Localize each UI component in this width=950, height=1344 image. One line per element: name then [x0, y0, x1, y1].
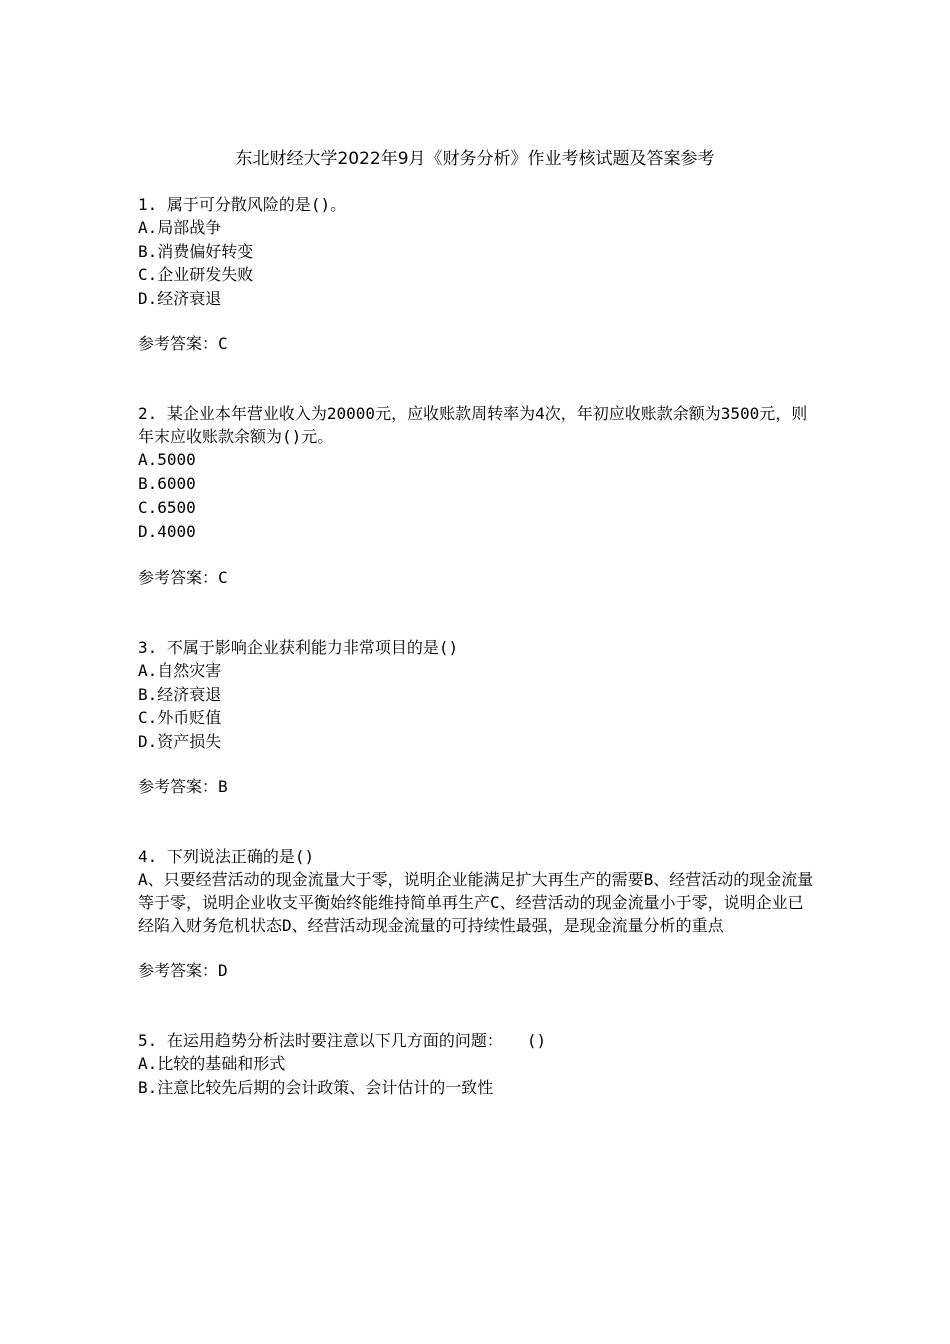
option-b: B.消费偏好转变: [138, 241, 254, 261]
question-text: 5. 在运用趋势分析法时要注意以下几方面的问题： (): [138, 1031, 547, 1050]
answer-text: 参考答案：D: [138, 961, 228, 980]
option-a: A.自然灾害: [138, 661, 222, 680]
question-body: A、只要经营活动的现金流量大于零，说明企业能满足扩大再生产的需要B、经营活动的现金流量等于零，说明企业收支平衡始终能维持简单再生产C、经营活动的现金流量小于零，说明企业已经陷入财务危机状态D、经营活动现金流量的可持续性最强，是现金流量分析的重点: [138, 870, 814, 935]
option-c: C.6500: [138, 498, 196, 517]
question-4: [138, 845, 818, 982]
answer-text: 参考答案：B: [138, 777, 228, 796]
question-text: 2. 某企业本年营业收入为20000元，应收账款周转率为4次，年初应收账款余额为3500元，则年末应收账款余额为()元。: [138, 404, 808, 446]
question-text: 1. 属于可分散风险的是()。: [138, 195, 347, 214]
question-list: [138, 193, 818, 1099]
option-d: D.资产损失: [138, 731, 222, 751]
option-d: D.4000: [138, 522, 196, 541]
question-2: [138, 402, 818, 589]
option-a: A.5000: [138, 450, 196, 469]
option-a: A.局部战争: [138, 218, 222, 237]
option-c: C.企业研发失败: [138, 265, 254, 284]
question-3: [138, 636, 818, 798]
question-1: [138, 193, 818, 355]
option-b: B.注意比较先后期的会计政策、会计估计的一致性: [138, 1077, 494, 1097]
option-a: A.比较的基础和形式: [138, 1054, 286, 1073]
question-text: 4. 下列说法正确的是(): [138, 847, 315, 866]
option-b: B.6000: [138, 474, 196, 493]
option-d: D.经济衰退: [138, 288, 222, 308]
option-b: B.经济衰退: [138, 684, 222, 704]
question-5: [138, 1029, 818, 1099]
document-title: 东北财经大学2022年9月《财务分析》作业考核试题及答案参考: [235, 149, 715, 169]
answer-text: 参考答案：C: [138, 568, 228, 587]
question-text: 3. 不属于影响企业获利能力非常项目的是(): [138, 638, 459, 657]
option-c: C.外币贬值: [138, 708, 222, 727]
answer-text: 参考答案：C: [138, 334, 228, 353]
